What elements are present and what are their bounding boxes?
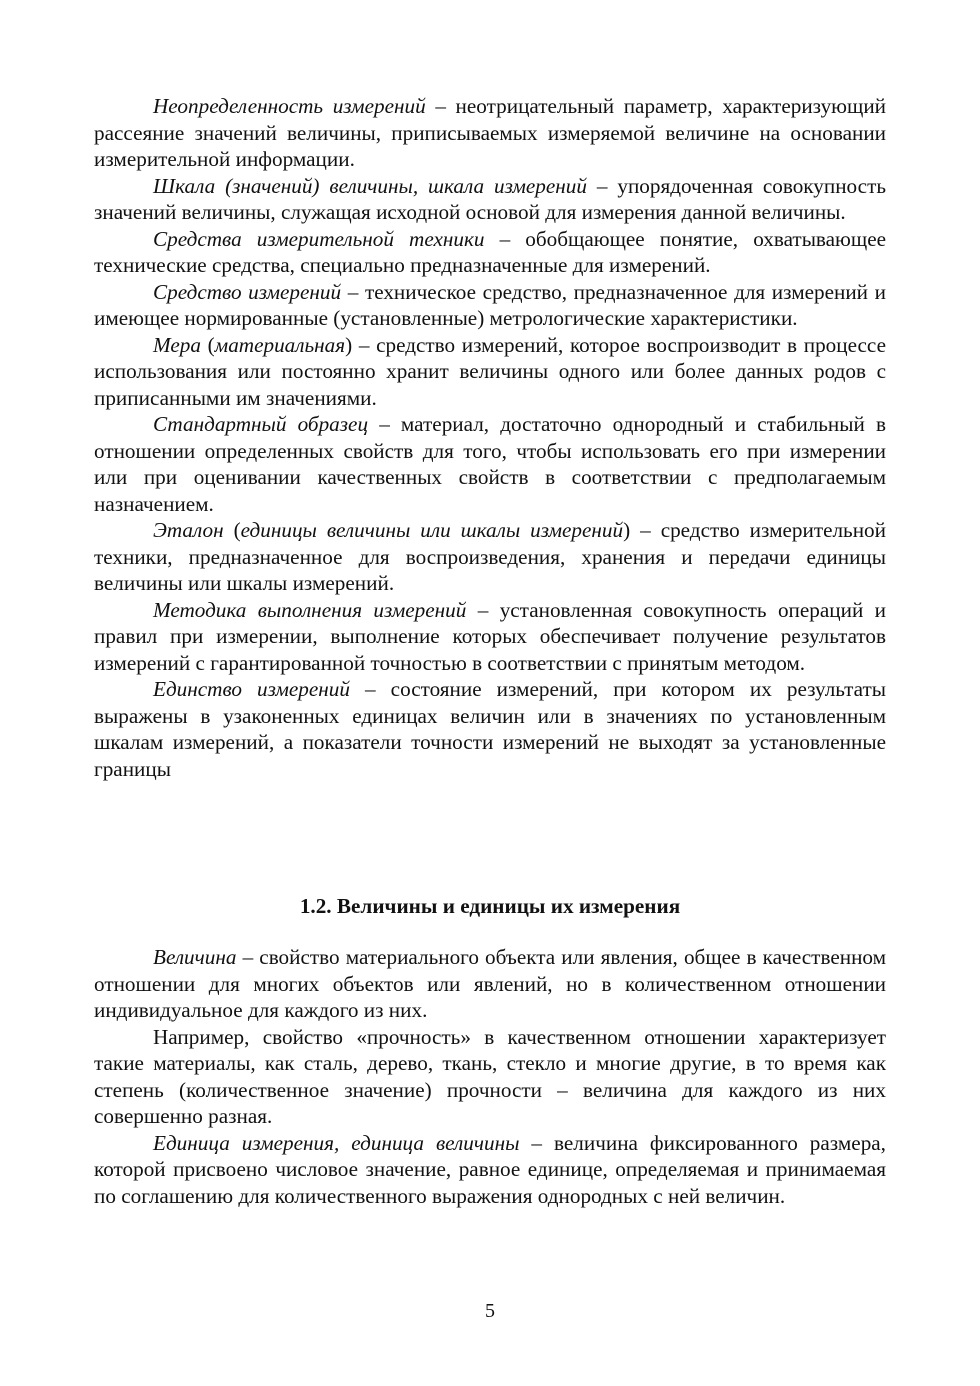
section-body — [94, 944, 886, 1209]
definition-paragraph — [94, 173, 886, 226]
term-qualifier: материальная — [214, 332, 346, 357]
definition-paragraph — [94, 279, 886, 332]
term-qualifier: единицы величины или шкалы измерений — [240, 518, 624, 542]
term: Мера — [153, 332, 201, 357]
definition-text: – обобщающее понятие, охватывающее технические средства, специально предназначенные для измерений. — [94, 226, 887, 277]
term: Средство измерений — [153, 279, 342, 304]
section-paragraph — [94, 944, 886, 1024]
definition-text: – материал, достаточно однородный и стабильный в отношении определенных свойств для того, чтобы использовать его при измерении или при оценивании качественных свойств в соответствии с предполагаемым назначением. — [94, 412, 886, 516]
definition-text: – упорядоченная совокупность значений величины, служащая исходной основой для измерения данной величины. — [94, 173, 887, 224]
definition-text: – неотрицательный параметр, характеризующий рассеяние значений величины, приписываемых измеряемой величине на основании измерительной информации. — [94, 94, 886, 171]
section-paragraph — [94, 1130, 886, 1210]
term: Методика выполнения измерений — [153, 597, 467, 622]
definition-paragraph — [94, 517, 886, 597]
definition-text: ) – средство измерений, которое воспроизводит в процессе использования или постоянно хранит величины одного или более данных родов с приписанными им значениями. — [94, 332, 886, 410]
definition-paragraph — [94, 93, 886, 173]
definition-text: – величина фиксированного размера, которой присвоено числовое значение, равное единице, определяемая и принимаемая по соглашению для количественного выражения однородных с ней величин. — [94, 1130, 886, 1208]
definition-paragraph — [94, 332, 886, 412]
term: Средства измерительной техники — [153, 226, 485, 251]
definition-text: – свойство материального объекта или явления, общее в качественном отношении для многих объектов или явлений, но в количественном отношении индивидуальное для каждого из них. — [94, 945, 886, 1022]
term: Единица измерения, единица величины — [153, 1130, 520, 1155]
term: Величина — [153, 945, 237, 969]
definition-text: ( — [223, 518, 241, 542]
term: Неопределенность измерений — [153, 94, 426, 118]
term: Единство измерений — [153, 677, 350, 701]
definition-text: – установленная совокупность операций и правил при измерении, выполнение которых обеспечивает получение результатов измерений с гарантированной точностью в соответствии с принятым методом. — [94, 597, 886, 675]
definition-text: – техническое средство, предназначенное для измерений и имеющее нормированные (установленные) метрологические характеристики. — [94, 279, 886, 330]
definition-text: ( — [200, 332, 215, 357]
definition-text: ) – средство измерительной техники, предназначенное для воспроизведения, хранения и передачи единицы величины или шкалы измерений. — [94, 518, 886, 595]
term: Эталон — [153, 518, 224, 542]
definition-paragraph — [94, 411, 886, 517]
definition-paragraph — [94, 597, 886, 677]
definition-text: – состояние измерений, при котором их результаты выражены в узаконенных единицах величин или в значениях по установленным шкалам измерений, а показатели точности измерений не выходят за установленные границы — [94, 677, 886, 781]
term: Шкала (значений) величины, шкала измерений — [153, 173, 587, 198]
section-heading: 1.2. Величины и единицы их измерения — [299, 894, 681, 918]
term: Стандартный образец — [153, 412, 369, 436]
definitions-block — [94, 93, 886, 782]
section-paragraph — [94, 1024, 886, 1130]
example-text: Например, свойство «прочность» в качественном отношении характеризует такие материалы, как сталь, дерево, ткань, стекло и многие другие, в то время как степень (количественное значение) прочности – величина для каждого из них совершенно разная. — [94, 1024, 886, 1128]
page-number: 5 — [485, 1300, 495, 1322]
definition-paragraph — [94, 676, 886, 782]
definition-paragraph — [94, 226, 886, 279]
